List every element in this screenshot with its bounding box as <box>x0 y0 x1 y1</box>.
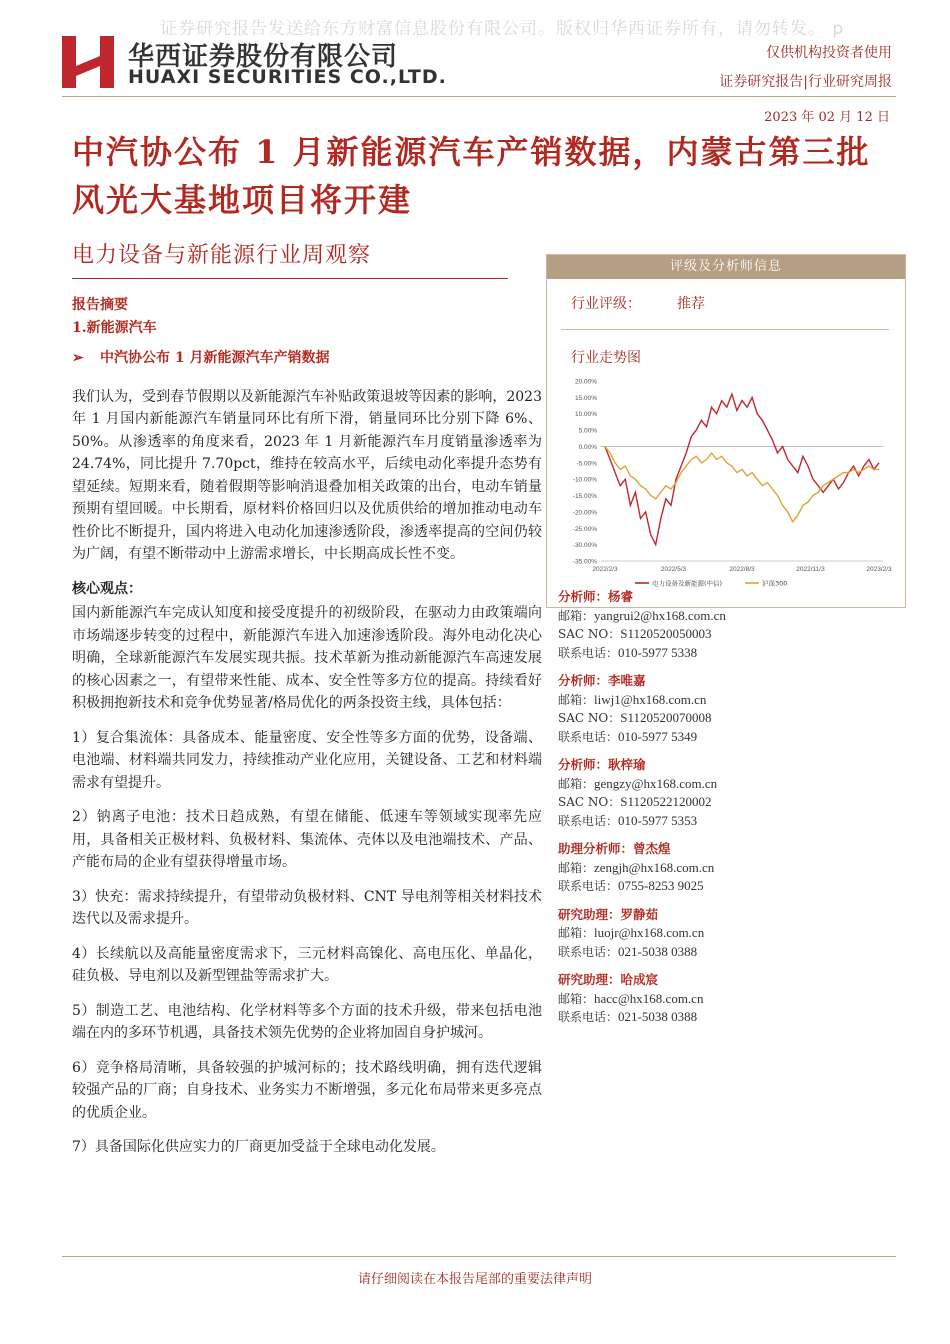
brand-name-cn: 华西证券股份有限公司 <box>128 42 399 72</box>
audience-note: 仅供机构投资者使用 <box>766 45 892 61</box>
x-tick-label: 2022/5/3 <box>660 566 687 573</box>
analyst-contact-line <box>558 709 898 728</box>
y-tick-label: -35.00% <box>572 558 597 566</box>
y-tick-label: -5.00% <box>576 460 597 468</box>
y-tick-label: -30.00% <box>572 542 597 550</box>
analyst-contact-line <box>558 793 898 812</box>
analyst-contact-line <box>558 644 898 663</box>
brand-name-en: HUAXI SECURITIES CO.,LTD. <box>128 66 447 88</box>
contact-key: 联系电话： <box>558 645 619 660</box>
document-type: 证券研究报告|行业研究周报 <box>719 74 892 90</box>
report-title: 中汽协公布 1 月新能源汽车产销数据，内蒙古第三批风光大基地项目将开建 <box>72 133 871 219</box>
contact-key: 邮箱： <box>558 776 595 791</box>
rating-divider <box>561 329 889 330</box>
analyst-card <box>558 588 898 662</box>
x-tick-label: 2022/2/3 <box>592 566 618 573</box>
analyst-name: 分析师：李唯嘉 <box>558 673 646 688</box>
core-point: 6）竞争格局清晰，具备较强的护城河标的；技术路线明确，拥有迭代逻辑较强产品的厂商；自身技术、业务实力不断增强，多元化布局带来更多亮点的优质企业。 <box>72 1059 542 1121</box>
contact-value: 010-5977 5338 <box>618 644 698 660</box>
core-point: 2）钠离子电池：技术日趋成熟，有望在储能、低速车等领域实现率先应用，具备相关正极材料、负极材料、集流体、壳体以及电池端技术、产品、产能布局的企业有望获得增量市场。 <box>72 809 542 870</box>
analyst-contact-line <box>558 625 898 644</box>
core-point: 5）制造工艺、电池结构、化学材料等多个方面的技术升级，带来包括电池端在内的多环节机遇，具备技术领先优势的企业将加固自身护城河。 <box>72 1002 542 1041</box>
contact-key: 联系电话： <box>558 813 619 828</box>
legal-notice: 请仔细阅读在本报告尾部的重要法律声明 <box>357 1272 592 1287</box>
core-point: 4）长续航以及高能量密度需求下，三元材料高镍化、高电压化、单晶化，硅负极、导电剂以及新型锂盐等需求扩大。 <box>72 945 542 984</box>
rating-panel <box>546 254 906 608</box>
analyst-contact-line <box>558 924 898 943</box>
contact-value: S1120520070008 <box>620 710 712 725</box>
x-tick-label: 2022/8/3 <box>729 566 755 573</box>
contact-key: 联系电话： <box>558 944 619 959</box>
analyst-contact-line <box>558 877 898 896</box>
y-tick-label: -15.00% <box>572 493 597 501</box>
contact-value: S1120522120002 <box>620 794 712 809</box>
contact-key: 邮箱： <box>558 692 595 707</box>
contact-key: SAC NO： <box>558 711 621 725</box>
contact-key: 联系电话： <box>558 879 619 893</box>
summary-paragraph: 我们认为，受到春节假期以及新能源汽车补贴政策退坡等因素的影响，2023 年 1 月国内新能源汽车销量同环比有所下滑，销量同环比分别下降 6%、50%。从渗透率的角度来看，2023 年 1 月新能源汽车月度销量渗透率为 24.74%，同比提升 7.70pct，维持在较高水平，后续电动化率提升态势有望延续。短期来看，随着假期等影响消退叠加相关政策的出台，电动车销量预期有望回暖。中长期看，原材料价格回归以及优质供给的增加推动电动车性价比不断提升，国内将进入电动化加速渗透阶段，渗透率提高的空间仍较为广阔，有望不断带动中上游需求增长，中长期高成长性不变。 <box>72 388 542 562</box>
analyst-contact-line <box>558 691 898 710</box>
y-tick-label: -20.00% <box>572 509 597 517</box>
trend-chart-label: 行业走势图 <box>571 350 641 366</box>
analyst-card <box>558 906 898 962</box>
huaxi-logo <box>62 36 114 88</box>
y-tick-label: 5.00% <box>578 427 597 435</box>
contact-key: SAC NO： <box>558 795 621 809</box>
contact-key: 联系电话： <box>558 1010 619 1024</box>
contact-value[interactable]: zengjh@hx168.com.cn <box>594 859 715 875</box>
analyst-contact-line <box>558 990 898 1009</box>
contact-value[interactable]: hacc@hx168.com.cn <box>594 990 704 1006</box>
summary-column <box>72 294 542 1171</box>
summary-item-heading <box>72 347 542 370</box>
contact-value[interactable]: gengzy@hx168.com.cn <box>594 775 718 791</box>
item-heading-text: 中汽协公布 1 月新能源汽车产销数据 <box>100 350 330 366</box>
panel-header: 评级及分析师信息 <box>547 255 905 279</box>
contact-key: 邮箱： <box>558 926 595 940</box>
analyst-name: 助理分析师：曾杰煌 <box>558 841 671 856</box>
contact-key: 邮箱： <box>558 991 595 1006</box>
arrow-icon: ➢ <box>72 350 84 366</box>
report-date: 2023 年 02 月 12 日 <box>764 110 890 125</box>
footer-divider <box>62 1256 896 1257</box>
core-view-label: 核心观点： <box>72 580 142 597</box>
analyst-contact-line <box>558 1008 898 1027</box>
section-heading: 1.新能源汽车 <box>72 319 157 336</box>
contact-value: 021-5038 0388 <box>618 943 698 959</box>
analyst-name: 分析师：杨睿 <box>558 589 634 604</box>
core-point: 1）复合集流体：具备成本、能量密度、安全性等多方面的优势，设备端、电池端、材料端共同发力，持续推动产业化应用，关键设备、工艺和材料端需求有望提升。 <box>72 729 542 791</box>
y-tick-label: 15.00% <box>574 394 597 402</box>
analyst-name: 研究助理：罗静茹 <box>558 906 659 922</box>
contact-value: 0755-8253 9025 <box>618 878 704 893</box>
rating-value: 推荐 <box>677 296 705 312</box>
y-tick-label: 0.00% <box>578 443 597 451</box>
analyst-card <box>558 756 898 830</box>
contact-value[interactable]: luojr@hx168.com.cn <box>594 925 705 940</box>
y-tick-label: 10.00% <box>574 411 597 419</box>
y-tick-label: 20.00% <box>574 378 597 386</box>
contact-value: 021-5038 0388 <box>618 1009 698 1024</box>
core-point: 3）快充：需求持续提升，有望带动负极材料、CNT 导电剂等相关材料技术迭代以及需求提升。 <box>72 888 542 927</box>
rating-label: 行业评级： <box>571 296 641 312</box>
contact-key: 邮箱： <box>558 608 595 623</box>
contact-key: SAC NO： <box>558 627 621 641</box>
analyst-contact-line <box>558 728 898 747</box>
contact-value: 010-5977 5353 <box>618 812 698 828</box>
y-tick-label: -10.00% <box>572 476 597 484</box>
contact-value: 010-5977 5349 <box>618 728 698 744</box>
analyst-card <box>558 672 898 746</box>
legend-label: 沪深300 <box>762 579 788 588</box>
legend-label: 电力设备及新能源(中信) <box>652 579 723 588</box>
analyst-contact-line <box>558 812 898 831</box>
subtitle-divider <box>72 278 508 279</box>
analyst-contact-line <box>558 859 898 878</box>
watermark-text: 证券研究报告发送给东方财富信息股份有限公司。版权归华西证券所有，请勿转发。 p <box>160 19 845 39</box>
analyst-name: 研究助理：哈成宸 <box>558 972 659 987</box>
contact-value[interactable]: yangrui2@hx168.com.cn <box>594 607 726 623</box>
contact-value: S1120520050003 <box>620 626 712 641</box>
industry-rating <box>571 293 705 313</box>
header-divider <box>62 96 896 97</box>
analyst-contact-line <box>558 943 898 962</box>
report-subtitle: 电力设备与新能源行业周观察 <box>72 243 372 268</box>
analyst-list <box>558 588 898 1037</box>
contact-key: 联系电话： <box>558 729 619 744</box>
summary-label: 报告摘要 <box>72 297 128 313</box>
series-line <box>605 447 879 522</box>
analyst-contact-line <box>558 775 898 794</box>
x-tick-label: 2023/2/3 <box>866 566 892 573</box>
analyst-contact-line <box>558 607 898 626</box>
core-view-intro: 国内新能源汽车完成认知度和接受度提升的初级阶段，在驱动力由政策端向市场端逐步转变的过程中，新能源汽车进入加速渗透阶段。海外电动化决心明确，全球新能源汽车发展实现共振。技术革新为推动新能源汽车高速发展的核心因素之一，有望带来性能、成本、安全性等多方位的提高。持续看好积极拥抱新技术和竞争优势显著/格局优化的两条投资主线，具体包括： <box>72 605 542 711</box>
contact-key: 邮箱： <box>558 860 595 875</box>
analyst-name: 分析师：耿梓瑜 <box>558 757 646 772</box>
trend-chart <box>547 373 905 605</box>
contact-value[interactable]: liwj1@hx168.com.cn <box>594 691 707 707</box>
analyst-card <box>558 840 898 896</box>
y-tick-label: -25.00% <box>572 525 597 533</box>
core-point: 7）具备国际化供应实力的厂商更加受益于全球电动化发展。 <box>72 1139 445 1155</box>
x-tick-label: 2022/11/3 <box>796 566 825 573</box>
analyst-card <box>558 971 898 1027</box>
